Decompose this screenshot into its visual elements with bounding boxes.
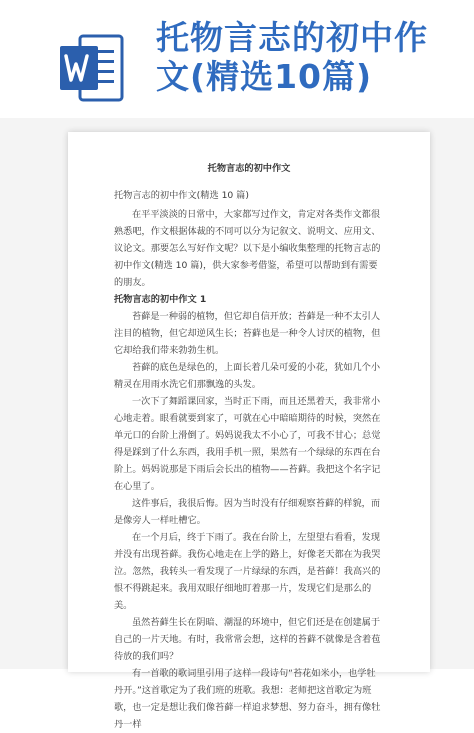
body-paragraph: 这件事后，我很后悔。因为当时没有仔细观察苔藓的样貌，而是像旁人一样吐槽它。 bbox=[114, 498, 381, 526]
body-paragraph: 苔藓的底色是绿色的，上面长着几朵可爱的小花，犹如几个小精灵在用雨水洗它们那飘逸的头发。 bbox=[114, 362, 381, 390]
word-document-icon bbox=[60, 34, 124, 104]
body-paragraph: 一次下了舞蹈课回家，当时正下雨，而且还黑着天，我非常小心地走着。眼看就要到家了，可就在心中暗暗期待的时候，突然在单元口的台阶上滑倒了。妈妈说我太不小心了，可我不甘心；总觉得是踩到了什么东西，我用手机一照，果然有一个绿绿的东西在台阶上。妈妈说那是下雨后会长出的植物——苔藓。我把这个名字记在心里了。 bbox=[114, 396, 381, 492]
header-banner bbox=[0, 0, 474, 118]
body-paragraph: 有一首歌的歌词里引用了这样一段诗句“苔花如米小，也学牡丹开。”这首歌定为了我们班的班歌。我想：老师把这首歌定为班歌，也一定是想让我们像苔藓一样追求梦想、努力奋斗，拥有像牡丹一样 bbox=[114, 668, 381, 730]
body-paragraph: 苔藓是一种弱的植物，但它却自信开放；苔藓是一种不太引人注目的植物，但它却逆风生长；苔藓也是一种令人讨厌的植物，但它却给我们带来勃勃生机。 bbox=[114, 311, 381, 356]
title-line-1: 托物言志的初中作 bbox=[156, 18, 428, 57]
body-paragraph: 虽然苔藓生长在阴暗、潮湿的环境中，但它们还是在创建属于自己的一片天地。有时，我常常会想，这样的苔藓不就像是含着苞待放的我们吗？ bbox=[114, 617, 381, 662]
body-paragraph: 在一个月后，终于下雨了。我在台阶上，左望望右看看，发现并没有出现苔藓。我伤心地走在上学的路上，好像老天都在为我哭泣。忽然，我转头一看发现了一片绿绿的东西，是苔藓！我高兴的恨不得跳起来。我用双眼仔细地盯着那一片，发现它们是那么的美。 bbox=[114, 532, 381, 611]
intro-paragraph: 在平平淡淡的日常中，大家都写过作文，肯定对各类作文都很熟悉吧，作文根据体裁的不同可以分为记叙文、说明文、应用文、议论文。那要怎么写好作文呢？以下是小编收集整理的托物言志的初中作文(精选 10 篇)，供大家参考借鉴，希望可以帮助到有需要的朋友。 bbox=[114, 209, 381, 288]
title-line-2: 文(精选10篇) bbox=[156, 57, 373, 96]
page-title bbox=[156, 18, 466, 96]
document-body bbox=[114, 187, 384, 733]
section-heading: 托物言志的初中作文 1 bbox=[114, 294, 207, 305]
document-subtitle: 托物言志的初中作文(精选 10 篇) bbox=[114, 190, 249, 201]
document-page bbox=[68, 132, 430, 730]
document-content bbox=[114, 162, 384, 733]
document-title: 托物言志的初中作文 bbox=[207, 163, 291, 174]
